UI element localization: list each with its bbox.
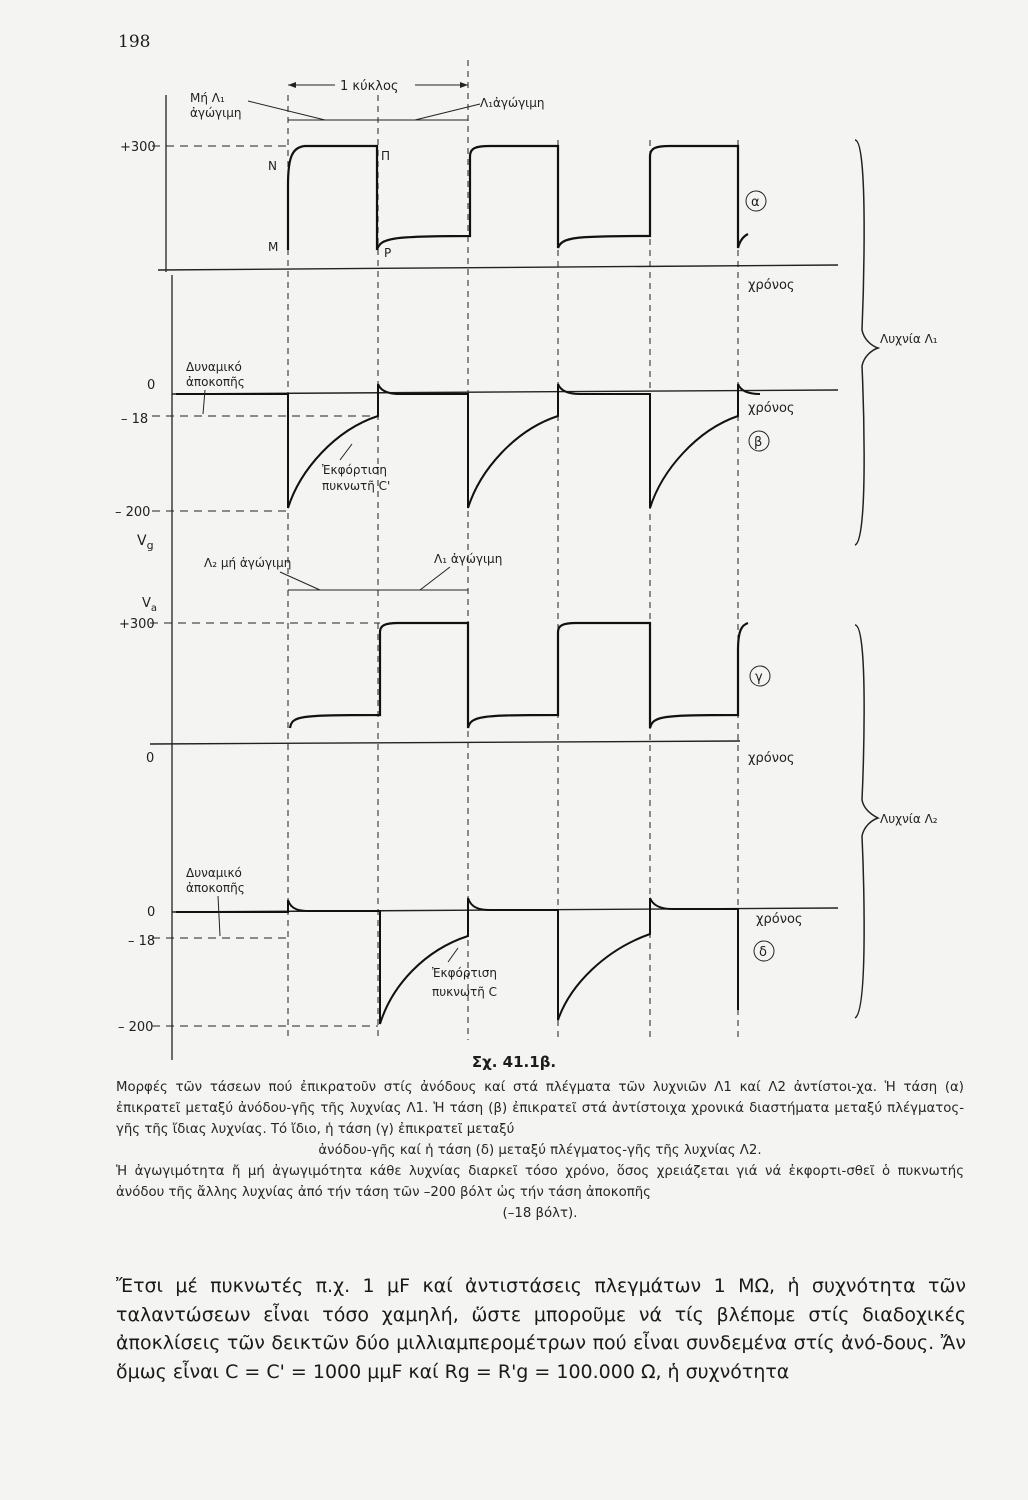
l2-nonconducting: Λ₂ μή ἀγώγιμη bbox=[204, 556, 292, 570]
y-label-0-d: 0 bbox=[147, 905, 156, 920]
caption-line: ἀνόδου-γῆς καί ἡ τάση (δ) μεταξύ πλέγματος-γῆς τῆς λυχνίας Λ2. bbox=[318, 1143, 762, 1158]
brace-tube2 bbox=[855, 625, 878, 1018]
time-label-b: χρόνος bbox=[748, 401, 795, 416]
cutoff-leader-d bbox=[218, 896, 220, 936]
y-label-0-c: 0 bbox=[146, 751, 155, 766]
caption-line: Ἡ ἀγωγιμότητα ἤ μή ἀγωγιμότητα κάθε λυχνίας διαρκεῖ τόσο χρόνο, ὅσος χρειάζεται γιά νά ἐκφορτι-σθεῖ ὁ πυκνωτής ἀνόδου τῆς ἄλλης λυχνίας ἀπό τήν τάση τῶν –200 βόλτ ὡς τήν τάση ἀποκοπῆς bbox=[116, 1164, 964, 1200]
panel-c bbox=[119, 617, 795, 766]
l1-nonconducting-line2: ἀγώγιμη bbox=[190, 106, 242, 120]
leader-line bbox=[420, 567, 450, 590]
leader-line bbox=[280, 572, 320, 590]
discharge-label-d-line1: Ἐκφόρτιση bbox=[432, 966, 497, 980]
time-label-a: χρόνος bbox=[748, 278, 795, 293]
time-axis-c bbox=[150, 741, 740, 744]
vg-label: $V_g$ bbox=[137, 533, 154, 552]
y-label-minus18-d: – 18 bbox=[128, 934, 156, 949]
leader-line bbox=[248, 101, 325, 120]
leader-line bbox=[415, 104, 480, 120]
figure-caption bbox=[116, 1077, 964, 1224]
label-c: γ bbox=[755, 670, 763, 685]
cycle-annotation bbox=[190, 76, 544, 120]
discharge-leader-b bbox=[340, 444, 352, 460]
discharge-label-b-line1: Ἐκφόρτιση bbox=[322, 463, 387, 477]
point-N: Ν bbox=[268, 159, 277, 173]
panel-a bbox=[120, 140, 838, 293]
caption-line: (–18 βόλτ). bbox=[502, 1206, 578, 1221]
cutoff-label-d-line1: Δυναμικό bbox=[186, 866, 242, 880]
waveform-d bbox=[176, 898, 738, 1024]
va-label: $V_a$ bbox=[142, 596, 158, 614]
point-R: Ρ bbox=[384, 246, 392, 260]
label-b: β bbox=[754, 435, 763, 450]
cutoff-label-b-line2: ἀποκοπῆς bbox=[186, 375, 245, 389]
cycle-label: 1 κύκλος bbox=[340, 79, 399, 94]
waveform-b bbox=[176, 384, 763, 508]
time-axis-a bbox=[158, 265, 838, 270]
discharge-label-d-line2: πυκνωτῆ C bbox=[432, 985, 498, 999]
label-a: α bbox=[751, 195, 760, 210]
l1-nonconducting-line1: Μή Λ₁ bbox=[190, 91, 225, 105]
time-label-c: χρόνος bbox=[748, 751, 795, 766]
tube1-label: Λυχνία Λ₁ bbox=[880, 332, 938, 346]
waveform-a bbox=[288, 146, 748, 250]
tube2-label: Λυχνία Λ₂ bbox=[880, 812, 938, 826]
middle-annotation bbox=[137, 533, 502, 614]
l1-conducting-top: Λ₁ἀγώγιμη bbox=[480, 96, 545, 110]
panel-b bbox=[115, 360, 838, 520]
y-label-300-c: +300 bbox=[119, 617, 155, 632]
discharge-label-b-line2: πυκνωτῆ C' bbox=[322, 479, 391, 493]
point-M: Μ bbox=[268, 240, 279, 254]
y-label-minus200-b: – 200 bbox=[115, 505, 151, 520]
l1-conducting-mid: Λ₁ ἀγώγιμη bbox=[434, 552, 503, 566]
cutoff-label-b-line1: Δυναμικό bbox=[186, 360, 242, 374]
cutoff-label-d-line2: ἀποκοπῆς bbox=[186, 881, 245, 895]
y-label-0-b: 0 bbox=[147, 378, 156, 393]
label-d: δ bbox=[759, 945, 767, 960]
page-number: 198 bbox=[118, 32, 151, 52]
y-label-minus200-d: – 200 bbox=[118, 1020, 154, 1035]
point-P: Π bbox=[381, 149, 391, 163]
body-paragraph: Ἔτσι μέ πυκνωτές π.χ. 1 μF καί ἀντιστάσεις πλεγμάτων 1 ΜΩ, ἡ συχνότητα τῶν ταλαντώσεων εἶναι τόσο χαμηλή, ὥστε μποροῦμε νά τίς βλέπομε στίς διαδοχικές ἀποκλίσεις τῶν δεικτῶν δύο μιλλιαμπερομέτρων πού εἶναι συνδεμένα στίς ἀνό-δους. Ἄν ὅμως εἶναι C = C' = 1000 μμF καί Rg = R'g = 100.000 Ω, ἡ συχνότητα bbox=[116, 1275, 966, 1383]
discharge-leader-d bbox=[448, 948, 458, 962]
caption-title: Σχ. 41.1β. bbox=[471, 1053, 557, 1071]
caption-line: Μορφές τῶν τάσεων πού ἐπικρατοῦν στίς ἀνόδους καί στά πλέγματα τῶν λυχνιῶν Λ1 καί Λ2 ἀντίστοι-χα. Ἡ τάση (α) ἐπικρατεῖ μεταξύ ἀνόδου-γῆς τῆς λυχνίας Λ1. Ἡ τάση (β) ἐπικρατεῖ στά ἀντίστοιχα χρονικά διαστήματα μεταξύ πλέγματος-γῆς τῆς ἴδιας λυχνίας. Τό ἴδιο, ἡ τάση (γ) ἐπικρατεῖ μεταξύ bbox=[116, 1080, 964, 1137]
waveform-c bbox=[290, 623, 748, 728]
time-label-d: χρόνος bbox=[756, 912, 803, 927]
y-label-minus18-b: – 18 bbox=[121, 412, 149, 427]
y-label-300-a: +300 bbox=[120, 140, 156, 155]
brace-tube1 bbox=[855, 140, 878, 545]
panel-d bbox=[118, 866, 838, 1035]
